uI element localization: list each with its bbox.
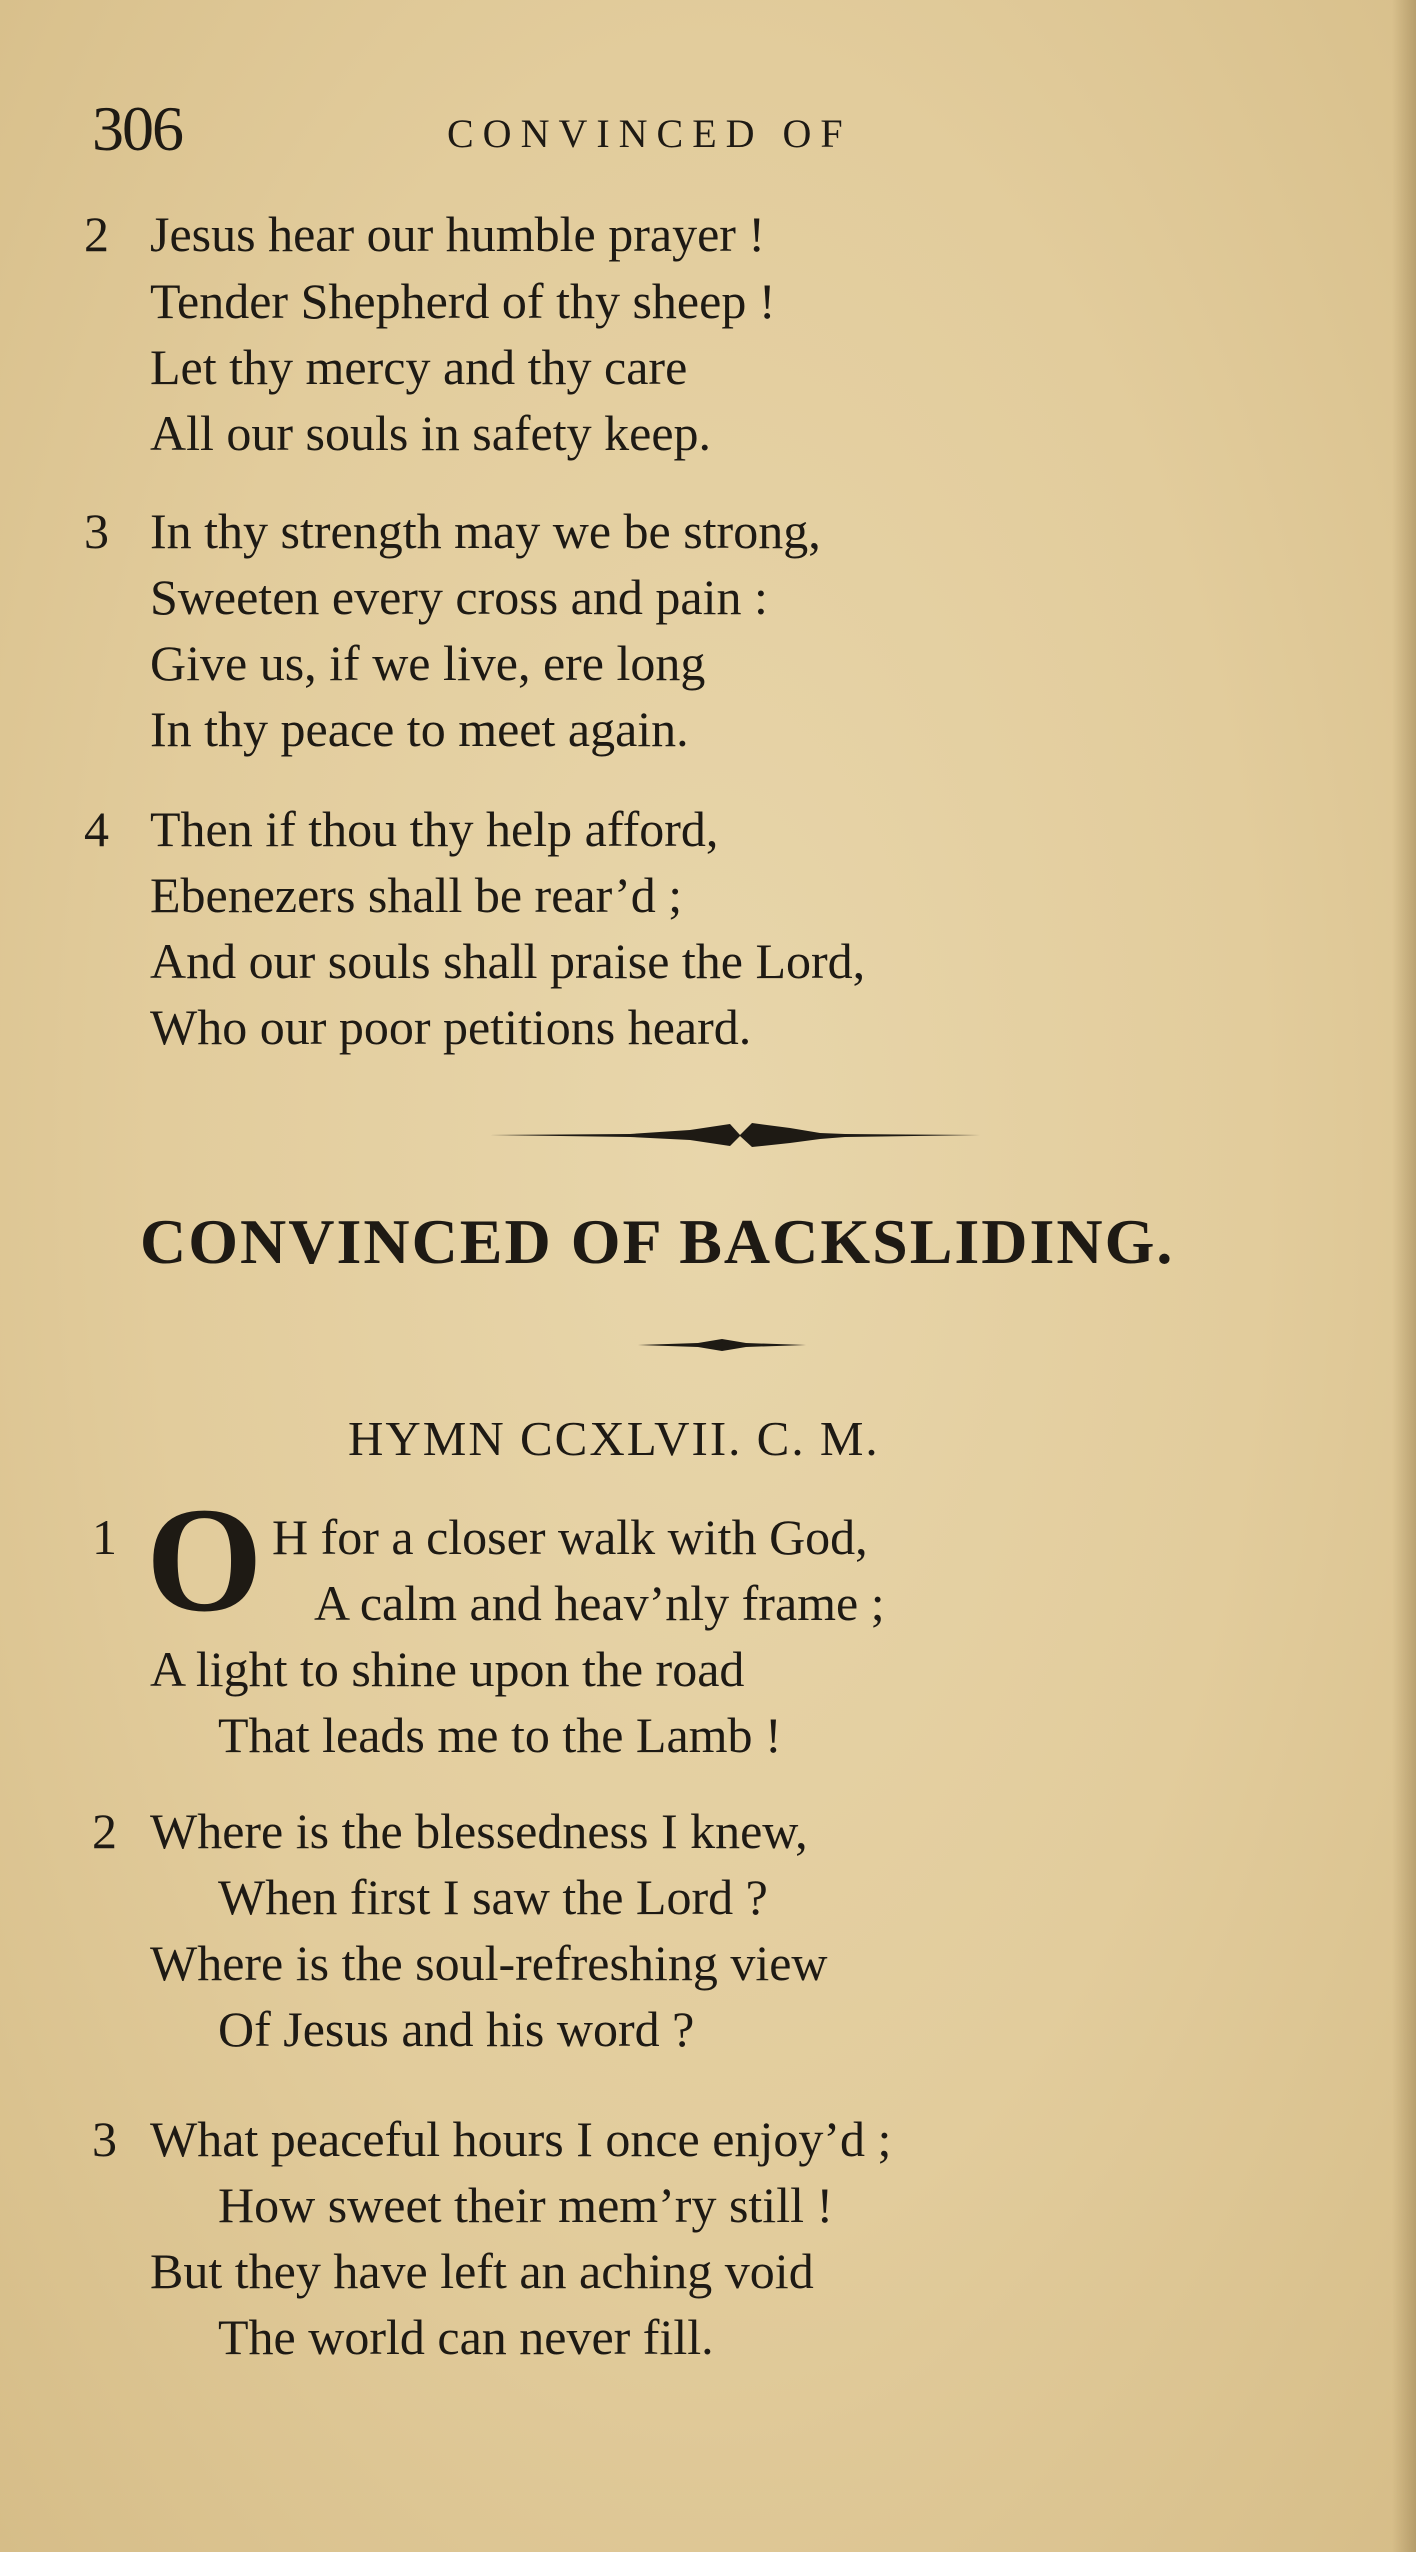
verse-line: All our souls in safety keep. (150, 405, 712, 461)
verse-line: Where is the soul-refreshing view (150, 1935, 828, 1991)
short-rule (638, 1335, 806, 1355)
verse-line: And our souls shall praise the Lord, (150, 933, 866, 989)
verse-line: That leads me to the Lamb ! (218, 1707, 782, 1763)
verse-number: 4 (84, 801, 109, 857)
verse-line: What peaceful hours I once enjoy’d ; (150, 2111, 892, 2167)
verse-line: Jesus hear our humble prayer ! (150, 206, 766, 262)
verse-line: Tender Shepherd of thy sheep ! (150, 273, 776, 329)
verse-line: In thy peace to meet again. (150, 701, 689, 757)
section-title: CONVINCED OF BACKSLIDING. (140, 1206, 1175, 1277)
ornamental-divider (490, 1115, 980, 1155)
verse-line: H for a closer walk with God, (272, 1509, 868, 1565)
verse-line: A light to shine upon the road (150, 1641, 745, 1697)
verse-line: Sweeten every cross and pain : (150, 569, 768, 625)
verse-number: 1 (92, 1509, 117, 1565)
hymn-title: HYMN CCXLVII. C. M. (348, 1411, 880, 1466)
verse-line: Of Jesus and his word ? (218, 2001, 695, 2057)
verse-number: 2 (92, 1803, 117, 1859)
verse-line: But they have left an aching void (150, 2243, 814, 2299)
verse-line: Who our poor petitions heard. (150, 999, 752, 1055)
verse-line: Then if thou thy help afford, (150, 801, 719, 857)
verse-line: In thy strength may we be strong, (150, 503, 821, 559)
verse-line: How sweet their mem’ry still ! (218, 2177, 834, 2233)
verse-line: Give us, if we live, ere long (150, 635, 706, 691)
running-head: CONVINCED OF (447, 111, 852, 156)
verse-line: Let thy mercy and thy care (150, 339, 688, 395)
page-edge-shadow (1392, 0, 1416, 2552)
verse-line: When first I saw the Lord ? (218, 1869, 768, 1925)
verse-number: 3 (84, 503, 109, 559)
verse-line: The world can never fill. (218, 2309, 714, 2365)
drop-cap: O (146, 1477, 263, 1643)
verse-line: A calm and heav’nly frame ; (314, 1575, 885, 1631)
page-number: 306 (92, 93, 182, 164)
page-header (92, 92, 1192, 172)
verse-line: Where is the blessedness I knew, (150, 1803, 808, 1859)
verse-number: 3 (92, 2111, 117, 2167)
verse-line: Ebenezers shall be rear’d ; (150, 867, 683, 923)
verse-number: 2 (84, 206, 109, 262)
